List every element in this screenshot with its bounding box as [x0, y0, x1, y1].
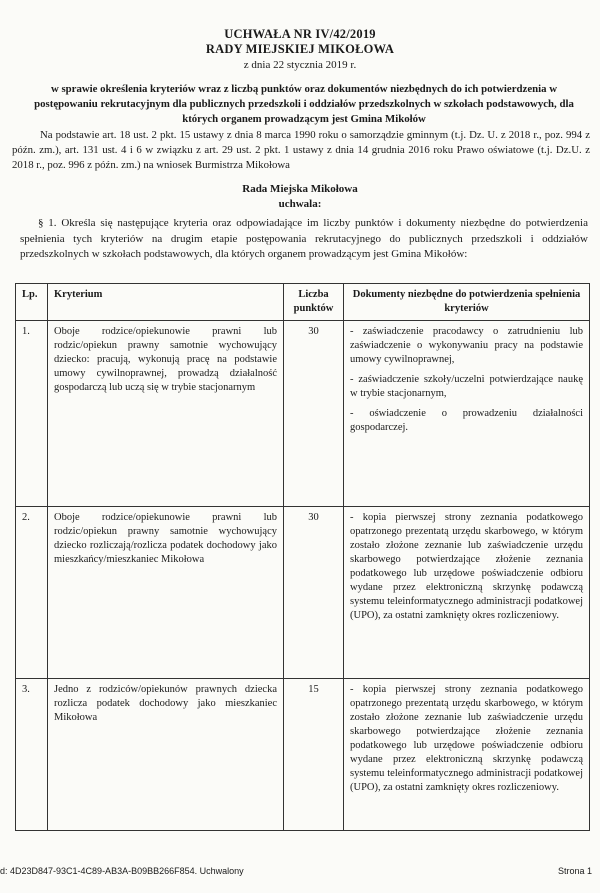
row-lp: 1.: [16, 321, 48, 507]
row-lp: 2.: [16, 507, 48, 679]
legal-basis: Na podstawie art. 18 ust. 2 pkt. 15 ustawy z dnia 8 marca 1990 roku o samorządzie gminnym (t.j. Dz. U. z 2018 r., poz. 994 z późn. zm.), art. 131 ust. 4 i 6 w związku z art. 29 ust. 2 pkt. 1 ustawy z dnia 14 grudnia 2016 roku Prawo oświatowe (t.j. Dz.U. z 2018 r., poz. 996 z późn. zm.) na wniosek Burmistrza Mikołowa: [12, 129, 590, 171]
document-item: - kopia pierwszej strony zeznania podatkowego opatrzonego prezentatą urzędu skarbowego, w którym zostało złożone zeznanie lub zaświadczenie urzędu skarbowego potwierdzające złożenie zeznania podatkowego lub urzędowe poświadczenie odbioru wydane przez elektroniczną skrzynkę podawczą systemu teleinformatycznego administracji podatkowej (UPO), za ostatni zamknięty okres rozliczeniowy.: [350, 512, 583, 621]
council-name: Rada Miejska Mikołowa: [242, 183, 358, 195]
table-header-row: [16, 284, 590, 321]
table-row: [16, 507, 590, 679]
document-item: - zaświadczenie pracodawcy o zatrudnieniu lub zaświadczenie o wykonywaniu pracy na podstawie umowy cywilnoprawnej,: [350, 326, 583, 365]
row-criterion: Oboje rodzice/opiekunowie prawni lub rodzic/opiekun prawny samotnie wychowujący dziecko: pracują, wykonują pracę na podstawie umowy cywilnoprawnej, prowadzą działalność gospodarczą lub uczą się w trybie stacjonarnym: [48, 321, 284, 507]
paragraph-1: § 1. Określa się następujące kryteria oraz odpowiadające im liczby punktów i dokumenty niezbędne do potwierdzenia spełnienia tych kryteriów na drugim etapie postępowania rekrutacyjnego do publicznych przedszkoli i oddziałów przedszkolnych w szkołach podstawowych, dla których organem prowadzącym jest Gmina Mikołów:: [20, 217, 588, 260]
council-resolves: uchwala:: [278, 198, 322, 210]
row-documents: [344, 321, 590, 507]
resolution-subject: w sprawie określenia kryteriów wraz z liczbą punktów oraz dokumentów niezbędnych do ich potwierdzenia w postępowaniu rekrutacyjnym dla publicznych przedszkoli i oddziałów przedszkolnych w szkołach podstawowych, dla których organem prowadzącym jest Gmina Mikołów: [34, 83, 574, 125]
table-row: [16, 679, 590, 831]
page-number: Strona 1: [557, 866, 592, 876]
row-lp: 3.: [16, 679, 48, 831]
table-body: [16, 321, 590, 831]
document-item: - kopia pierwszej strony zeznania podatkowego opatrzonego prezentatą urzędu skarbowego, w którym zostało złożone zeznanie lub zaświadczenie urzędu skarbowego potwierdzające złożenie zeznania podatkowego lub urzędowe poświadczenie odbioru wydane przez elektroniczną skrzynkę podawczą systemu teleinformatycznego administracji podatkowej (UPO), za ostatni zamknięty okres rozliczeniowy.: [350, 684, 583, 793]
row-criterion: Jedno z rodziców/opiekunów prawnych dziecka rozlicza podatek dochodowy jako mieszkaniec Mikołowa: [48, 679, 284, 831]
document-id: d: 4D23D847-93C1-4C89-AB3A-B09BB266F854. Uchwalony: [0, 866, 244, 876]
header-criterion: Kryterium: [48, 284, 284, 321]
row-points: 30: [284, 507, 344, 679]
header-documents: Dokumenty niezbędne do potwierdzenia spełnienia kryteriów: [344, 284, 590, 321]
row-documents: [344, 507, 590, 679]
row-points: 15: [284, 679, 344, 831]
council-block: [0, 182, 600, 212]
criteria-table: [15, 283, 590, 831]
council-title: RADY MIEJSKIEJ MIKOŁOWA: [205, 42, 395, 56]
resolution-date: z dnia 22 stycznia 2019 r.: [243, 59, 357, 71]
header-lp: Lp.: [16, 284, 48, 321]
document-item: - zaświadczenie szkoły/uczelni potwierdzające naukę w trybie stacjonarnym,: [350, 374, 583, 399]
row-points: 30: [284, 321, 344, 507]
resolution-title: UCHWAŁA NR IV/42/2019: [224, 27, 376, 41]
table-row: [16, 321, 590, 507]
row-documents: [344, 679, 590, 831]
header-points: Liczba punktów: [284, 284, 344, 321]
row-criterion: Oboje rodzice/opiekunowie prawni lub rodzic/opiekun prawny samotnie wychowujący dziecko rozliczają/rozlicza podatek dochodowy jako mieszkańcy/mieszkaniec Mikołowa: [48, 507, 284, 679]
document-item: - oświadczenie o prowadzeniu działalności gospodarczej.: [350, 408, 583, 433]
